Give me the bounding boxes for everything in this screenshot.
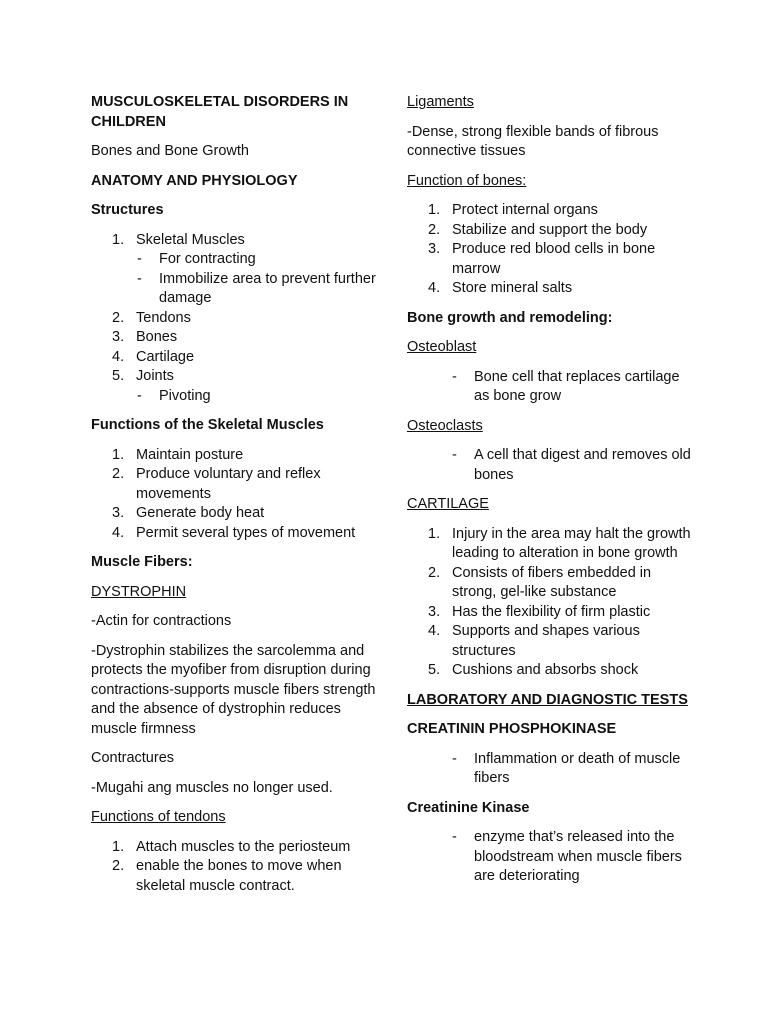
dystrophin-text: -Dystrophin stabilizes the sarcolemma and protects the myofiber from disruption during contractions-supports muscle fibers strength and the absence of dystrophin reduces muscle firmness [91, 642, 376, 737]
list-number: 5. [112, 368, 125, 384]
list-item [91, 348, 381, 368]
list-item [407, 240, 697, 279]
dash-text: Inflammation or death of muscle fibers [474, 750, 681, 786]
list-text: Produce voluntary and reflex movements [136, 466, 321, 502]
list-item [91, 838, 381, 858]
ck-heading: Creatinine Kinase [407, 799, 530, 816]
list-number: 2. [112, 466, 125, 482]
list-item [407, 661, 697, 681]
dash-text: enzyme that’s released into the bloodstream when muscle fibers are deteriorating [474, 829, 682, 884]
list-item [91, 857, 381, 896]
anatomy-heading: ANATOMY AND PHYSIOLOGY [91, 172, 298, 189]
sub-list-item [136, 250, 381, 270]
list-text: Consists of fibers embedded in strong, gel-like substance [452, 564, 652, 600]
dash-marker: - [452, 368, 457, 385]
dash-marker: - [452, 750, 457, 767]
sub-list-text: Pivoting [159, 387, 211, 404]
list-item [407, 201, 697, 221]
list-number: 1. [428, 202, 441, 218]
lab-heading: LABORATORY AND DIAGNOSTIC TESTS [407, 691, 688, 708]
list-text: Protect internal organs [452, 202, 598, 218]
ligaments-heading: Ligaments [407, 94, 474, 110]
list-item [91, 465, 381, 504]
tendon-functions-heading: Functions of tendons [91, 809, 226, 825]
cpk-list [407, 750, 697, 789]
actin-text: -Actin for contractions [91, 613, 232, 629]
osteoblast-list [407, 368, 697, 407]
dash-marker: - [137, 251, 142, 267]
bone-functions-heading: Function of bones: [407, 172, 527, 189]
contractures-text: -Mugahi ang muscles no longer used. [91, 779, 333, 796]
list-number: 4. [112, 348, 125, 365]
list-item [407, 221, 697, 241]
bone-functions-list [407, 201, 697, 299]
list-item [407, 525, 697, 564]
muscle-fibers-heading: Muscle Fibers: [91, 554, 193, 570]
osteoblast-heading: Osteoblast [407, 339, 477, 355]
list-text: Generate body heat [136, 505, 265, 521]
contractures-heading: Contractures [91, 750, 175, 766]
list-item [91, 524, 381, 544]
ck-list [407, 828, 697, 887]
dash-marker: - [137, 270, 142, 287]
dash-marker: - [137, 387, 142, 404]
sub-list [136, 387, 381, 407]
list-text: Tendons [136, 309, 191, 326]
list-number: 2. [428, 564, 441, 581]
sub-list-item [136, 270, 381, 309]
left-column [91, 93, 381, 906]
list-text: Attach muscles to the periosteum [136, 838, 351, 855]
list-item [91, 367, 381, 406]
list-number: 1. [112, 231, 125, 248]
list-number: 3. [428, 241, 441, 257]
list-text: Cartilage [136, 348, 195, 365]
list-number: 3. [428, 603, 441, 620]
list-item [91, 309, 381, 329]
list-number: 2. [112, 858, 125, 874]
list-text: Cushions and absorbs shock [452, 662, 639, 678]
list-item [91, 446, 381, 466]
structures-heading: Structures [91, 202, 164, 218]
list-number: 3. [112, 505, 125, 521]
dash-item [407, 368, 697, 407]
sub-list [136, 250, 381, 309]
structures-list [91, 231, 381, 407]
dash-marker: - [452, 447, 457, 463]
dystrophin-heading: DYSTROPHIN [91, 583, 187, 600]
tendon-functions-list [91, 838, 381, 897]
dash-marker: - [452, 829, 457, 845]
list-number: 5. [428, 662, 441, 678]
list-item [407, 603, 697, 623]
list-text: Joints [136, 368, 174, 384]
cpk-heading: CREATININ PHOSPHOKINASE [407, 721, 617, 737]
list-text: Maintain posture [136, 446, 244, 463]
list-text: Has the flexibility of firm plastic [452, 603, 651, 620]
list-number: 4. [112, 524, 125, 541]
list-number: 4. [428, 623, 441, 639]
sub-list-text: For contracting [159, 251, 256, 267]
list-item [91, 231, 381, 309]
osteoclasts-heading: Osteoclasts [407, 417, 483, 434]
list-text: Permit several types of movement [136, 524, 356, 541]
list-text: Injury in the area may halt the growth leading to alteration in bone growth [452, 525, 691, 561]
list-text: enable the bones to move when skeletal muscle contract. [136, 858, 342, 894]
document-title: MUSCULOSKELETAL DISORDERS IN CHILDREN [91, 94, 349, 130]
cartilage-list [407, 525, 697, 681]
dash-item [407, 750, 697, 789]
list-number: 1. [112, 838, 125, 855]
list-item [407, 564, 697, 603]
sub-list-text: Immobilize area to prevent further damage [159, 270, 376, 306]
dash-item [407, 828, 697, 887]
dash-text: A cell that digest and removes old bones [474, 447, 691, 483]
right-column [407, 93, 697, 897]
list-item [407, 279, 697, 299]
skeletal-functions-list [91, 446, 381, 544]
list-item [91, 504, 381, 524]
cartilage-heading: CARTILAGE [407, 496, 489, 512]
list-text: Stabilize and support the body [452, 221, 648, 238]
bone-growth-heading: Bone growth and remodeling: [407, 309, 613, 326]
skeletal-functions-heading: Functions of the Skeletal Muscles [91, 417, 324, 433]
list-text: Produce red blood cells in bone marrow [452, 241, 656, 277]
list-item [91, 328, 381, 348]
list-number: 4. [428, 280, 441, 296]
dash-text: Bone cell that replaces cartilage as bone grow [474, 368, 680, 404]
list-number: 2. [428, 221, 441, 238]
subtitle: Bones and Bone Growth [91, 143, 249, 159]
list-text: Store mineral salts [452, 280, 573, 296]
list-number: 3. [112, 329, 125, 345]
ligaments-text: -Dense, strong flexible bands of fibrous connective tissues [407, 123, 659, 159]
dash-item [407, 446, 697, 485]
list-number: 2. [112, 309, 125, 326]
list-number: 1. [428, 525, 441, 542]
list-item [407, 622, 697, 661]
list-text: Supports and shapes various structures [452, 623, 640, 659]
sub-list-item [136, 387, 381, 407]
list-number: 1. [112, 446, 125, 463]
list-text: Bones [136, 329, 178, 345]
list-text: Skeletal Muscles [136, 231, 245, 248]
osteoclasts-list [407, 446, 697, 485]
